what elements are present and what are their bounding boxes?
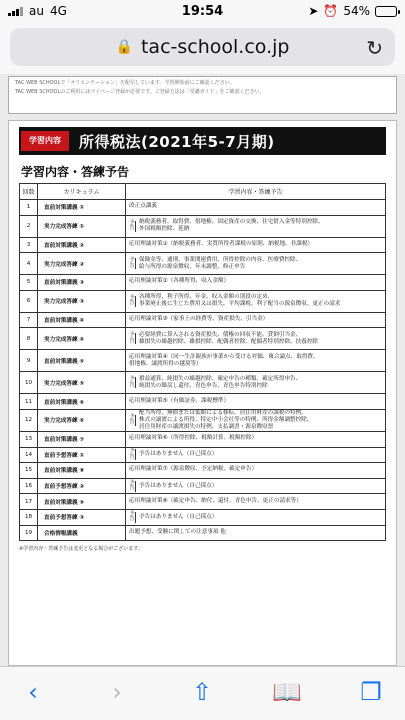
row-curriculum: 直前予想答練 ② [38,478,126,494]
row-number: 18 [20,509,38,525]
content-line: 応用理論対策②（各種所得、収入金額） [129,278,230,285]
topic-tag: 学習内容 [21,131,69,151]
book-icon[interactable]: 📖 [272,678,302,706]
content-lines [129,398,229,405]
clock: 19:54 [181,4,224,19]
row-content [126,409,386,431]
row-curriculum: 実力完成答練 ⑤ [38,372,126,394]
content-line: 応用理論対策④（同一生計親族が事業から受ける対価、複合論点、取得費、 [129,353,319,360]
header-curriculum: カリキュラム [38,184,126,200]
web-content[interactable] [0,74,405,666]
row-number: 11 [20,394,38,410]
content-line: 配当所得、無償または低額による移転、居住用財産の課税の特例、 [139,409,307,416]
row-curriculum: 直前対策講義 ⑨ [38,494,126,510]
table-row [20,290,386,312]
lock-icon: 🔒 [115,39,133,55]
preview-badge: 予告 [129,479,135,492]
row-content [126,478,386,494]
table-row [20,350,386,372]
content-line: 外国税額控除、延納 [139,226,190,233]
row-number: 13 [20,431,38,447]
content-lines [139,332,318,346]
row-content [126,275,386,291]
preview-badge: 予告 [129,332,135,344]
content-lines [129,354,319,368]
content-line: 株式の譲渡による所得、特定中小会社等の特例、所得金額調整控除、 [139,416,313,423]
content-line: 純損失の繰戻し還付、青色申告、青色申告特別控除 [139,382,268,389]
content-line: 納税義務者、取得費、借地権、固定資産の交換、住宅借入金等特別控除、 [139,219,324,226]
row-curriculum: 直前対策講義 ④ [38,312,126,328]
row-curriculum: 合格情報講義 [38,525,126,541]
table-row [20,253,386,275]
row-number: 10 [20,372,38,394]
chevron-right-icon[interactable]: › [112,678,122,706]
preview-badge: 予告 [129,219,135,232]
content-lines [139,451,217,458]
row-number: 12 [20,409,38,431]
table-row [20,275,386,291]
content-lines [139,514,217,521]
row-curriculum: 直前予想答練 ③ [38,509,126,525]
table-row [20,312,386,328]
row-content [126,447,386,463]
row-curriculum: 実力完成答練 ① [38,215,126,237]
row-number: 5 [20,275,38,291]
row-curriculum: 直前予想答練 ① [38,447,126,463]
table-header-row [20,184,386,200]
content-lines [129,529,226,536]
content-line: 応用理論対策①（納税義務者、実質所得者課税の原則、納税地、非課税） [129,240,314,247]
row-content [126,253,386,275]
row-curriculum: 直前対策講義 ⑧ [38,463,126,479]
content-lines [129,203,157,210]
notice-card [8,76,397,114]
content-line: 応用理論対策⑤（有価証券、課税標準） [129,397,230,404]
network-label: 4G [49,4,67,18]
row-curriculum: 直前対策講義 ③ [38,275,126,291]
preview-badge: 予告 [129,294,135,307]
content-line: 借地権、譲渡所得の越境等） [129,360,202,367]
row-content [126,215,386,237]
row-content [126,494,386,510]
row-content [126,509,386,525]
content-line: 出題予想、受験に関しての注意事項 他 [129,528,226,535]
carrier-label: au [29,4,44,18]
content-line: 給与所得の源泉徴収、年末調整、修正申告 [139,263,246,270]
content-lines [139,257,301,271]
content-lines [129,278,229,285]
content-lines [139,483,217,490]
content-lines [129,241,313,248]
location-icon: ➤ [308,4,319,18]
content-lines [129,466,257,473]
row-content [126,200,386,216]
preview-badge: 予告 [129,448,135,460]
topic-header [19,127,386,155]
preview-badge: 予告 [129,376,135,388]
status-bar [0,0,405,24]
content-line: 予告はありません（自己採点） [139,513,218,520]
schedule-table [19,183,386,541]
row-number: 19 [20,525,38,541]
row-content [126,394,386,410]
table-row [20,431,386,447]
content-lines [129,498,302,505]
preview-badge: 予告 [129,413,135,426]
row-curriculum: 直前対策講義 ① [38,200,126,216]
row-number: 9 [20,350,38,372]
tabs-icon[interactable]: ❐ [360,678,382,706]
row-number: 15 [20,463,38,479]
row-content [126,312,386,328]
content-lines [139,294,340,308]
content-line: 保険金等、通則、事業関連費用、所得控除の内容、医療費控除、 [139,256,302,263]
table-row [20,447,386,463]
content-line: 予告はありません（自己採点） [139,451,218,458]
notice-line-1: TAC WEB SCHOOLで「オリエンテーション」を配信しています。学習開始前にご確認ください。 [15,80,235,86]
row-number: 7 [20,312,38,328]
row-content [126,328,386,350]
notice-line-2: TAC WEB SCHOOLのご利用にはマイページ登録が必要です。ご登録方法は「受講ガイド」をご確認ください。 [15,89,265,95]
row-content [126,372,386,394]
table-row [20,394,386,410]
row-number: 14 [20,447,38,463]
row-curriculum: 直前対策講義 ⑥ [38,394,126,410]
table-row [20,328,386,350]
share-icon[interactable]: ⇧ [191,678,213,706]
content-line: 居住用財産の譲渡損失の特例、支払調書・源泉徴収票 [139,423,274,430]
preview-badge: 予告 [129,257,135,269]
table-row [20,463,386,479]
content-line: 各種所得、利子所得、年金、収入金額の別段の定め、 [139,294,274,301]
content-line: 必要経費に算入される資産損失、債権の回収不能、貸倒引当金、 [139,331,302,338]
header-content: 学習内容・答練予告 [126,184,386,200]
table-row [20,200,386,216]
footnote: ※学習内容・答練予告は変更となる場合がございます。 [19,546,143,553]
table-row [20,409,386,431]
page-title: 所得税法(2021年5-7月期) [79,132,275,151]
row-curriculum: 直前対策講義 ② [38,237,126,253]
content-line: 事業廃止後に生じた費用又は損失、平均課税、利子配当の源泉徴収、更正の請求 [139,301,341,308]
row-curriculum: 実力完成答練 ④ [38,328,126,350]
row-content [126,431,386,447]
table-row [20,372,386,394]
browser-toolbar [0,666,405,720]
row-number: 4 [20,253,38,275]
row-number: 16 [20,478,38,494]
row-number: 1 [20,200,38,216]
content-lines [129,435,257,442]
row-curriculum: 実力完成答練 ② [38,253,126,275]
chevron-left-icon[interactable]: ‹ [28,678,38,706]
row-number: 6 [20,290,38,312]
alarm-icon: ⏰ [323,4,339,18]
battery-percent: 54% [343,4,370,18]
content-line: 改正点講義 [129,203,157,210]
table-row [20,478,386,494]
row-curriculum: 直前対策講義 ⑦ [38,431,126,447]
row-number: 8 [20,328,38,350]
content-line: 予告はありません（自己採点） [139,482,218,489]
address-bar[interactable] [10,28,395,66]
header-num: 回数 [20,184,38,200]
row-number: 2 [20,215,38,237]
row-number: 17 [20,494,38,510]
content-lines [129,316,268,323]
preview-badge: 予告 [129,510,135,523]
row-content [126,290,386,312]
row-number: 3 [20,237,38,253]
content-lines [139,376,301,390]
content-line: 雑損失の繰越控除、雑損控除、配偶者控除、配偶者特別控除、扶養控除 [139,338,319,345]
row-content [126,237,386,253]
content-line: 応用理論対策⑧（確定申告、納付、還付、青色申告、更正の請求等） [129,497,302,504]
reload-icon[interactable]: ↻ [366,36,383,60]
row-content [126,350,386,372]
table-row [20,237,386,253]
course-sheet [8,120,397,666]
status-right [308,4,397,18]
content-lines [139,410,312,431]
battery-icon [375,6,397,17]
table-row [20,509,386,525]
table-row [20,494,386,510]
table-row [20,525,386,541]
row-curriculum: 実力完成答練 ③ [38,290,126,312]
row-curriculum: 直前対策講義 ⑤ [38,350,126,372]
content-line: 応用理論対策⑦（源泉徴収、予定納税、確定申告） [129,466,258,473]
row-content [126,463,386,479]
row-content [126,525,386,541]
content-line: 損益通算、純損失の繰越控除、確定申告の種類、確定所得申告、 [139,375,302,382]
content-line: 応用理論対策③（家事上の経費等、資産損失、引当金） [129,316,269,323]
content-lines [139,219,324,233]
row-curriculum: 実力完成答練 ⑥ [38,409,126,431]
content-line: 応用理論対策⑥（所得控除、税額計算、税額控除） [129,435,258,442]
url-text: tac-school.co.jp [140,36,290,58]
browser-address-area [0,24,405,74]
table-row [20,215,386,237]
section-title: 学習内容・答練予告 [21,165,130,179]
